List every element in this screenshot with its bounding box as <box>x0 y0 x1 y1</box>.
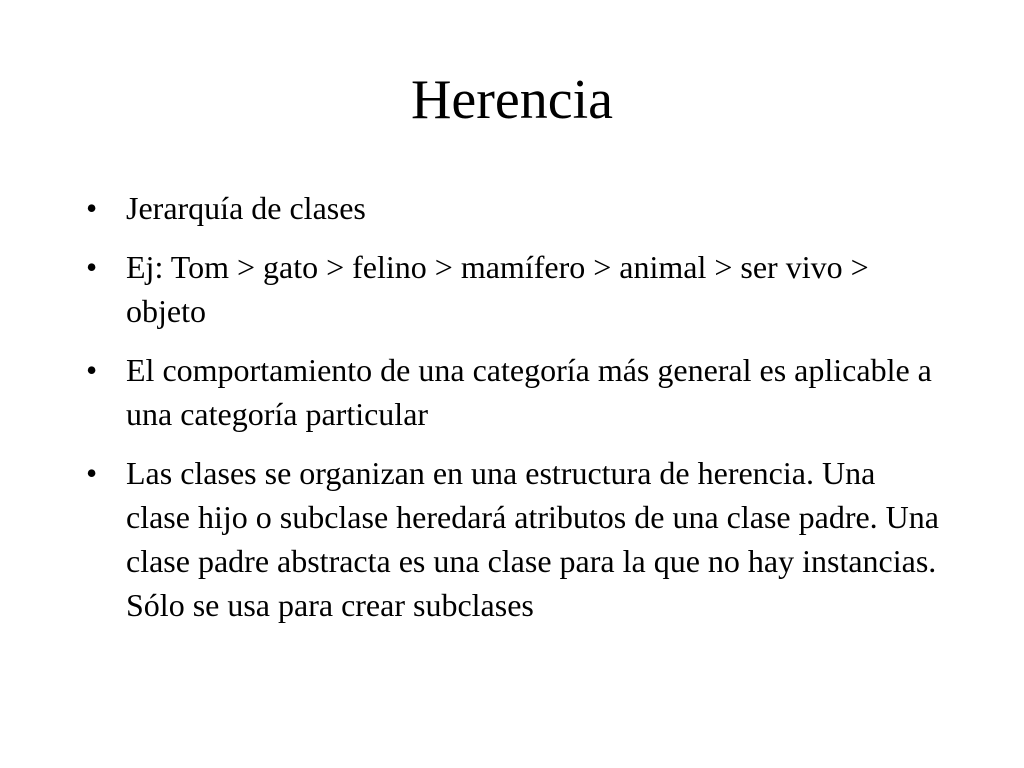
bullet-text: Las clases se organizan en una estructura de herencia. Una clase hijo o subclase heredará atributos de una clase padre. Una clase padre abstracta es una clase para la que no hay instancias. Sólo se usa para crear subclases <box>126 455 939 623</box>
bullet-item <box>86 451 946 627</box>
bullet-item <box>86 348 946 436</box>
bullet-icon: • <box>86 190 98 226</box>
bullet-text: El comportamiento de una categoría más general es aplicable a una categoría particular <box>126 352 932 432</box>
bullet-item <box>86 186 946 230</box>
bullet-icon: • <box>86 352 98 388</box>
bullet-text: Ej: Tom > gato > felino > mamífero > animal > ser vivo > objeto <box>126 249 869 329</box>
bullet-item <box>86 245 946 333</box>
bullet-list <box>86 186 946 642</box>
bullet-icon: • <box>86 455 98 491</box>
bullet-text: Jerarquía de clases <box>126 190 366 226</box>
slide-title: Herencia <box>410 69 614 131</box>
bullet-icon: • <box>86 249 98 285</box>
